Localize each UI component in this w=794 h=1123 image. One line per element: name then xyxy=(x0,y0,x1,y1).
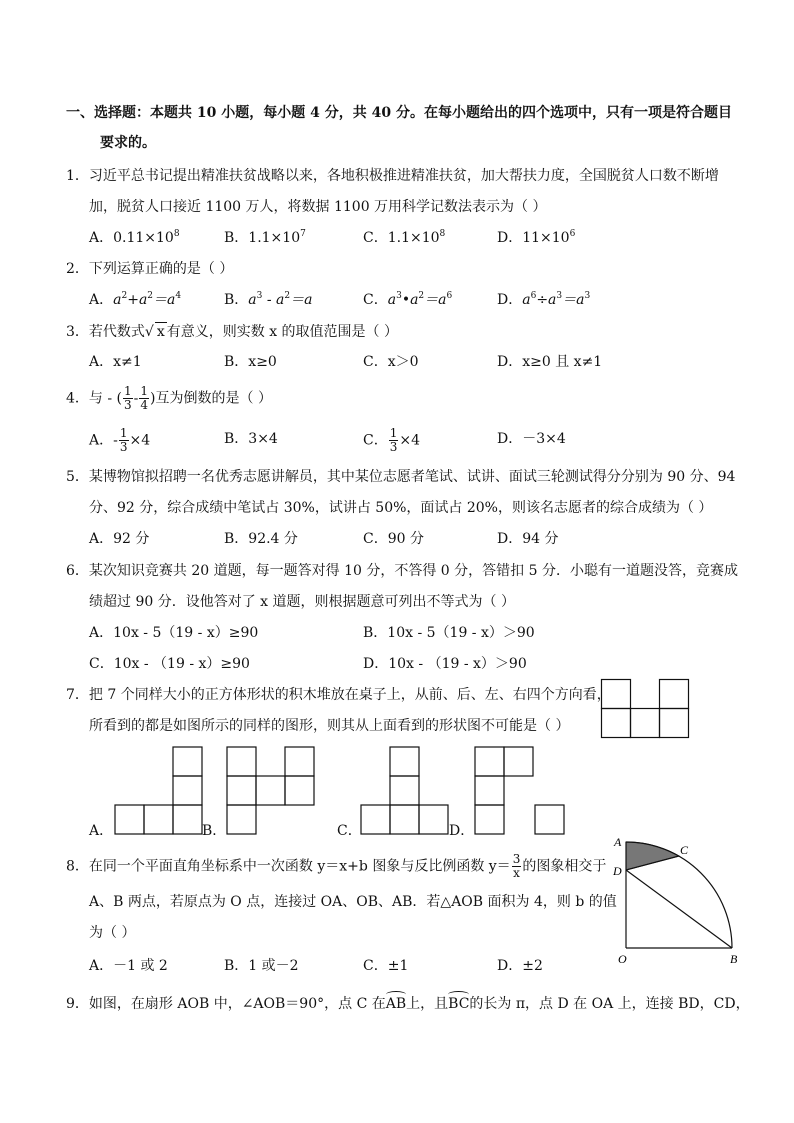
q2-line1 xyxy=(66,260,233,278)
exponent: 8 xyxy=(173,229,180,239)
q6-line1 xyxy=(66,562,738,580)
term: a xyxy=(522,292,531,308)
exponent: 2 xyxy=(147,291,154,301)
q3-option-a[interactable] xyxy=(89,353,142,371)
term: a xyxy=(248,292,257,308)
q4-text-pre: 与 - ( xyxy=(88,390,123,407)
option-text: x≥0 且 x≠1 xyxy=(522,354,603,370)
q3-option-c[interactable] xyxy=(363,353,419,371)
q7-line1 xyxy=(66,686,611,704)
q3-text-pre: 若代数式 xyxy=(88,324,145,340)
q3-option-b[interactable] xyxy=(224,353,277,371)
q4-number: 4． xyxy=(66,390,89,407)
point-o-label: O xyxy=(618,952,627,966)
q2-text: 下列运算正确的是（ ） xyxy=(88,261,234,277)
sqrt-radicand: x xyxy=(156,324,165,340)
exponent: 2 xyxy=(284,291,291,301)
q6-option-a[interactable] xyxy=(89,624,258,642)
q7-option-d-label[interactable]: D． xyxy=(449,823,475,839)
point-b-label: B xyxy=(730,952,738,966)
q1-line1 xyxy=(66,167,719,185)
exponent: 3 xyxy=(256,291,263,301)
denominator: 3 xyxy=(119,440,128,454)
exponent: 6 xyxy=(530,291,537,301)
option-label: A． xyxy=(89,432,114,449)
q6-option-d[interactable] xyxy=(363,655,527,673)
option-text: x＞0 xyxy=(387,354,419,370)
option-text: ×4 xyxy=(129,432,151,449)
term: ＝a xyxy=(153,292,176,308)
q1-text: 习近平总书记提出精准扶贫战略以来，各地积极推进精准扶贫，加大帮扶力度，全国脱贫人口数不断增 xyxy=(88,168,719,184)
option-label: D． xyxy=(497,958,523,974)
option-label: C． xyxy=(363,292,388,308)
option-label: B． xyxy=(224,958,249,974)
q4-option-b[interactable] xyxy=(224,430,278,448)
q6-option-b[interactable] xyxy=(363,624,535,642)
q8-number: 8． xyxy=(66,858,89,875)
option-label: A． xyxy=(89,625,114,641)
q4-line1 xyxy=(66,385,272,412)
option-text: 94 分 xyxy=(522,531,559,547)
option-label: B． xyxy=(224,431,249,447)
option-label: C． xyxy=(363,354,388,370)
option-label: D． xyxy=(497,230,523,246)
q3-number: 3． xyxy=(66,324,89,340)
q1-option-d[interactable] xyxy=(497,229,575,247)
term: ÷a xyxy=(536,292,557,308)
minus-sign: - xyxy=(113,432,118,449)
arc-bc: BC xyxy=(448,996,470,1012)
option-label: B． xyxy=(363,625,388,641)
option-label: D． xyxy=(363,656,389,672)
q7-option-b-label[interactable]: B． xyxy=(202,823,227,839)
option-text: 1 或－2 xyxy=(248,958,299,974)
exponent: 6 xyxy=(446,291,453,301)
q7-line2: 所看到的都是如图所示的同样的图形，则其从上面看到的形状图不可能是（ ） xyxy=(89,718,570,734)
q7-text: 把 7 个同样大小的正方体形状的积木堆放在桌子上，从前、后、左、右四个方向看， xyxy=(88,687,611,703)
exponent: 3 xyxy=(396,291,402,301)
q7-option-a-figure[interactable] xyxy=(112,745,204,837)
option-text: 3×4 xyxy=(248,431,278,447)
exponent: 4 xyxy=(175,291,182,301)
fraction xyxy=(139,385,149,412)
option-text: ±1 xyxy=(387,958,409,974)
exponent: 3 xyxy=(584,291,591,301)
q2-option-b[interactable] xyxy=(224,291,312,309)
q8-text-post: 的图象相交于 xyxy=(522,858,607,875)
q3-option-d[interactable] xyxy=(497,353,602,371)
q9-line1 xyxy=(66,995,750,1013)
q5-number: 5． xyxy=(66,469,89,485)
option-text: 92.4 分 xyxy=(248,531,298,547)
section-heading-line1: 一、选择题：本题共 10 小题，每小题 4 分，共 40 分。在每小题给出的四个选项中，只有一项是符合题目 xyxy=(66,105,732,121)
q3-text-post: 有意义，则实数 x 的取值范围是（ ） xyxy=(166,324,398,340)
point-d-label: D xyxy=(613,864,622,878)
denominator: 4 xyxy=(140,398,149,412)
option-text: ±2 xyxy=(522,958,543,974)
q8-option-a[interactable] xyxy=(89,957,168,975)
q5-line1 xyxy=(66,468,735,486)
q2-number: 2． xyxy=(66,261,89,277)
option-label: A． xyxy=(89,531,114,547)
option-text: 10x - （19 - x）＞90 xyxy=(388,656,527,672)
option-text: 10x - 5（19 - x）＞90 xyxy=(387,625,535,641)
option-label: A． xyxy=(89,958,114,974)
option-text: 10x - 5（19 - x）≥90 xyxy=(113,625,259,641)
option-label: D． xyxy=(497,292,523,308)
option-text: 1.1×10 xyxy=(248,230,301,246)
option-text: －3×4 xyxy=(522,431,566,447)
term: - a xyxy=(262,292,285,308)
term: a xyxy=(387,292,397,308)
arc-ab: AB xyxy=(385,996,407,1012)
option-label: B． xyxy=(224,230,249,246)
numerator: 3 xyxy=(512,852,521,866)
option-label: A． xyxy=(89,292,114,308)
option-text: x≠1 xyxy=(113,354,142,370)
option-text: －1 或 2 xyxy=(113,958,168,974)
exponent: 3 xyxy=(556,291,563,301)
option-label: D． xyxy=(497,354,523,370)
option-text: 10x - （19 - x）≥90 xyxy=(113,656,250,672)
fraction xyxy=(123,385,133,412)
q7-option-d-figure[interactable] xyxy=(472,745,568,837)
q5-option-c[interactable] xyxy=(363,530,424,548)
sqrt-sign: √ xyxy=(144,324,154,340)
denominator: x xyxy=(513,866,520,880)
q7-option-b-figure[interactable] xyxy=(224,745,316,837)
term: •a xyxy=(401,292,419,308)
term: ＝a xyxy=(424,292,447,308)
exponent: 8 xyxy=(439,229,446,239)
q8-option-d[interactable] xyxy=(497,957,543,975)
option-label: D． xyxy=(497,431,523,447)
q6-number: 6． xyxy=(66,563,89,579)
option-text: 0.11×10 xyxy=(113,230,174,246)
option-label: D． xyxy=(497,531,523,547)
q6-line2: 绩超过 90 分．设他答对了 x 道题，则根据题意可列出不等式为（ ） xyxy=(89,594,515,610)
fraction xyxy=(512,853,522,880)
term: ＝a xyxy=(562,292,585,308)
point-a-label: A xyxy=(614,835,622,849)
q5-option-a[interactable] xyxy=(89,530,149,548)
option-text: 90 分 xyxy=(387,531,424,547)
minus-sign: - xyxy=(133,390,139,407)
sector-figure xyxy=(608,830,748,970)
option-label: C． xyxy=(363,432,388,449)
numerator: 1 xyxy=(124,384,132,398)
q2-option-a[interactable] xyxy=(89,291,181,309)
q1-line2: 加，脱贫人口接近 1100 万人，将数据 1100 万用科学记数法表示为（ ） xyxy=(89,199,547,215)
q9-text-pre: 如图，在扇形 AOB 中，∠AOB＝90°，点 C 在 xyxy=(88,996,386,1012)
q4-text-post: )互为倒数的是（ ） xyxy=(150,390,272,407)
q9-number: 9． xyxy=(66,996,89,1012)
denominator: 3 xyxy=(389,440,398,454)
q1-option-a[interactable] xyxy=(89,229,180,247)
q9-text-post: 的长为 π，点 D 在 OA 上，连接 BD，CD， xyxy=(469,996,750,1012)
q1-option-b[interactable] xyxy=(224,229,306,247)
numerator: 1 xyxy=(140,384,149,398)
term: a xyxy=(113,292,122,308)
q7-option-c-figure[interactable] xyxy=(358,745,450,837)
option-text: x≥0 xyxy=(248,354,277,370)
section-heading-cont: 要求的。 xyxy=(100,135,156,151)
option-label: A． xyxy=(89,354,114,370)
q2-option-c[interactable] xyxy=(363,291,452,309)
exponent: 7 xyxy=(300,229,306,239)
option-label: C． xyxy=(89,656,114,672)
q8-text-pre: 在同一个平面直角坐标系中一次函数 y＝x+b 图象与反比例函数 y＝ xyxy=(88,858,511,875)
option-label: B． xyxy=(224,354,249,370)
q1-number: 1． xyxy=(66,168,89,184)
q8-option-c[interactable] xyxy=(363,957,408,975)
q4-option-c[interactable] xyxy=(363,427,420,454)
option-text: 11×10 xyxy=(522,230,570,246)
numerator: 1 xyxy=(389,426,398,440)
q8-line1 xyxy=(66,853,606,880)
q7-option-c-label[interactable]: C． xyxy=(337,823,362,839)
exponent: 6 xyxy=(569,229,576,239)
option-text: ×4 xyxy=(399,432,420,449)
point-c-label: C xyxy=(680,843,689,857)
q5-text: 某博物馆拟招聘一名优秀志愿讲解员，其中某位志愿者笔试、试讲、面试三轮测试得分分别为 90 分、94 xyxy=(88,469,736,485)
denominator: 3 xyxy=(124,398,132,412)
q5-option-b[interactable] xyxy=(224,530,298,548)
q4-option-d[interactable] xyxy=(497,430,566,448)
q6-option-c[interactable] xyxy=(89,655,250,673)
section-heading xyxy=(66,104,732,122)
q1-option-c[interactable] xyxy=(363,229,445,247)
q4-option-a[interactable] xyxy=(89,427,150,454)
q5-option-d[interactable] xyxy=(497,530,559,548)
q9-text-mid: 上，且 xyxy=(406,996,449,1012)
option-label: A． xyxy=(89,230,114,246)
option-text: 92 分 xyxy=(113,531,150,547)
term: ＝a xyxy=(290,292,313,308)
q7-number: 7． xyxy=(66,687,89,703)
option-label: C． xyxy=(363,531,388,547)
option-label: C． xyxy=(363,958,388,974)
q8-line3: 为（ ） xyxy=(89,925,136,941)
q3-line1 xyxy=(66,322,398,341)
q7-view-figure xyxy=(600,678,692,740)
q2-option-d[interactable] xyxy=(497,291,590,309)
option-label: B． xyxy=(224,531,249,547)
option-label: B． xyxy=(224,292,249,308)
exponent: 2 xyxy=(418,291,425,301)
exponent: 2 xyxy=(121,291,128,301)
q6-text: 某次知识竞赛共 20 道题，每一题答对得 10 分，不答得 0 分，答错扣 5 分．小聪有一道题没答，竞赛成 xyxy=(88,563,738,579)
q8-line2: A、B 两点，若原点为 O 点，连接过 OA、OB、AB．若△AOB 面积为 4，则 b 的值 xyxy=(89,894,617,910)
q7-option-a-label[interactable]: A． xyxy=(89,823,114,839)
option-label: C． xyxy=(363,230,388,246)
term: +a xyxy=(127,292,148,308)
q5-line2: 分、92 分，综合成绩中笔试占 30%，试讲占 50%，面试占 20%，则该名志愿者的综合成绩为（ ） xyxy=(89,500,713,516)
fraction xyxy=(389,427,399,454)
option-text: 1.1×10 xyxy=(387,230,440,246)
q8-option-b[interactable] xyxy=(224,957,299,975)
fraction xyxy=(119,427,129,454)
numerator: 1 xyxy=(119,426,128,440)
